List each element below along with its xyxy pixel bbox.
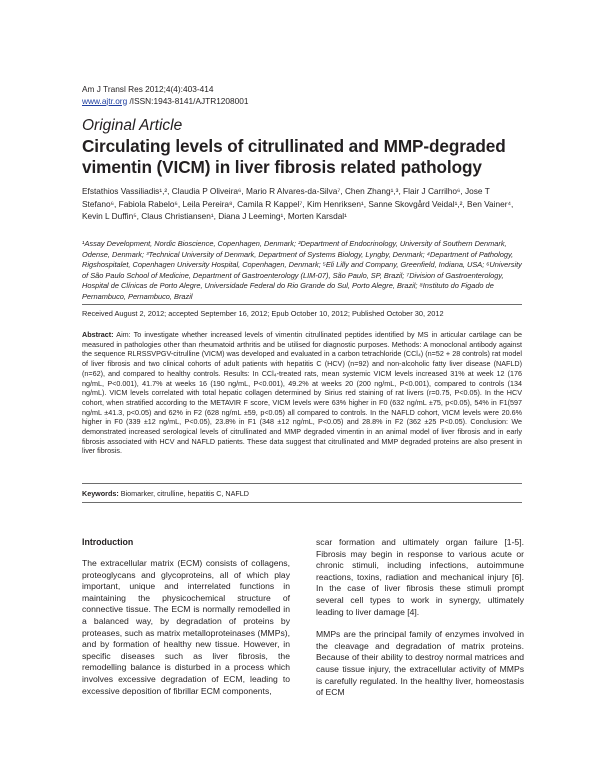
body-paragraph: MMPs are the principal family of enzymes involved in the cleavage and degradation of matrix proteins. Because of their ability to destroy normal matrices and cause tissue injury, the extracellular activity of MMPs is carefully regulated. In the healthy liver, homeostasis of ECM	[316, 629, 524, 698]
journal-issn: /ISSN:1943-8141/AJTR1208001	[127, 95, 249, 106]
journal-web-line	[82, 96, 249, 108]
journal-header	[82, 84, 249, 107]
article-title: Circulating levels of citrullinated and MMP-degraded vimentin (VICM) in liver fibrosis related pathology	[82, 136, 506, 177]
abstract-text: Aim: To investigate whether increased levels of vimentin citrullinated peptides identified by MS in articular cartilage can be measured in pathologies other than rheumatoid arthritis and be utilised for diagnostic purposes. Methods: A monoclonal antibody against the sequence RLRSSVPGV-citrulline (VICM) was developed and evaluated in a carbon tetrachloride (CCl₄) (n=52 + 28 controls) rat model of liver fibrosis and two clinical cohorts of adult patients with hepatitis C (HCV) (n=92) and non-alcoholic fatty liver disease (NAFLD) (n=62), and compared to healthy controls. Results: In CCl₄-treated rats, mean systemic VICM levels increased 31% at week 12 (176 ng/mL, P<0.001), 41.7% at weeks 16 (190 ng/mL, P<0.001), 49.2% at weeks 20 (200 ng/mL, P<0.001), compared to controls (134 ng/mL). VICM levels correlated with total hepatic collagen determined by Sirius red staining of rat livers (r=0.75, P<0.05). In the HCV cohort, when stratified according to the METAVIR F score, VICM levels were 63% higher in F0 (632 ng/mL ±75, p<0.05), 54% in F1(597 ng/mL ±41.3, p<0.05) and 62% in F2 (628 ng/mL ±59, p<0.05) all compared to controls. In the NAFLD cohort, VICM levels were 20.6% higher in F0 (339 ±12 ng/mL, P<0.05), 23.8% in F1 (348 ±12 ng/mL, P<0.05) and 28.8% in F2 (362 ±25 P<0.05). Conclusion: We demonstrated increased serological levels of citrullinated and MMP degraded vimentin in an animal model of liver fibrosis and in early fibrosis associated with HCV and NAFLD patients. These data suggest that citrullinated and MMP degraded proteins are also present in liver fibrosis.	[82, 330, 522, 456]
abstract-label: Abstract:	[82, 330, 114, 339]
journal-website-link[interactable]: www.ajtr.org	[82, 95, 128, 106]
article-type: Original Article	[82, 117, 183, 134]
keywords-label: Keywords:	[82, 489, 119, 498]
keywords	[82, 489, 522, 499]
keywords-text: Biomarker, citrulline, hepatitis C, NAFLD	[118, 489, 249, 498]
author-list: Efstathios Vassiliadis¹,², Claudia P Oliveira⁶, Mario R Alvares-da-Silva⁷, Chen Zhang¹,³, Flair J Carrilho⁶, Jose T Stefano⁶, Fabiola Rabelo⁶, Leila Pereira⁸, Camila R Kappel⁷, Kim Henriksen¹, Sanne Skovgård Veidal¹,², Ben Vainer⁴, Kevin L Duffin⁵, Claus Christiansen¹, Diana J Leeming¹, Morten Karsdal¹	[82, 186, 514, 221]
journal-citation: Am J Transl Res 2012;4(4):403-414	[82, 84, 214, 94]
section-heading-introduction: Introduction	[82, 537, 134, 547]
divider	[82, 502, 522, 503]
body-column-left	[82, 537, 290, 708]
divider	[82, 304, 522, 305]
author-affiliations: ¹Assay Development, Nordic Bioscience, Copenhagen, Denmark; ²Department of Endocrinology, University of Southern Denmark, Odense, Denmark; ³Technical University of Denmark, Department of Systems Biology, Lyngby, Denmark; ⁴Department of Pathology, Rigshospitalet, Copenhagen University Hospital, Copenhagen, Denmark; ⁵Eli Lilly and Company, Greenfield, Indiana, USA; ⁶University of São Paulo School of Medicine, Department of Gastroenterology (LIM-07), São Paulo, SP, Brazil; ⁷Division of Gastroenterology, Hospital de Clínicas de Porto Alegre, Universidade Federal do Rio Grande do Sul, Porto Alegre, Brazil; ⁸Instituto do Figado de Pernambuco, Pernambuco, Brazil	[82, 239, 522, 301]
body-column-right	[316, 537, 524, 710]
abstract	[82, 330, 522, 456]
divider	[82, 483, 522, 484]
publication-dates: Received August 2, 2012; accepted September 16, 2012; Epub October 10, 2012; Published October 30, 2012	[82, 309, 444, 318]
body-paragraph: The extracellular matrix (ECM) consists of collagens, proteoglycans and glycoproteins, all of which play important, unique and interrelated functions in maintaining the physicochemical structure of connective tissue. The ECM is normally remodelled in a balanced way, by degradation of proteins by proteases, such as matrix metalloproteinases (MMPs), and by formation of healthy new tissue. However, in specific diseases such as liver fibrosis, the remodelling balance is disturbed in a process which involves excessive degradation of ECM, leading to excessive deposition of fibrillar ECM components,	[82, 558, 290, 696]
body-paragraph: scar formation and ultimately organ failure [1-5]. Fibrosis may begin in response to various acute or chronic stimuli, including infections, autoimmune reactions, toxins, radiation and mechanical injury [6]. In the case of liver fibrosis these stimuli prompt several cell types to work in synergy, ultimately leading to liver damage [4].	[316, 537, 524, 617]
